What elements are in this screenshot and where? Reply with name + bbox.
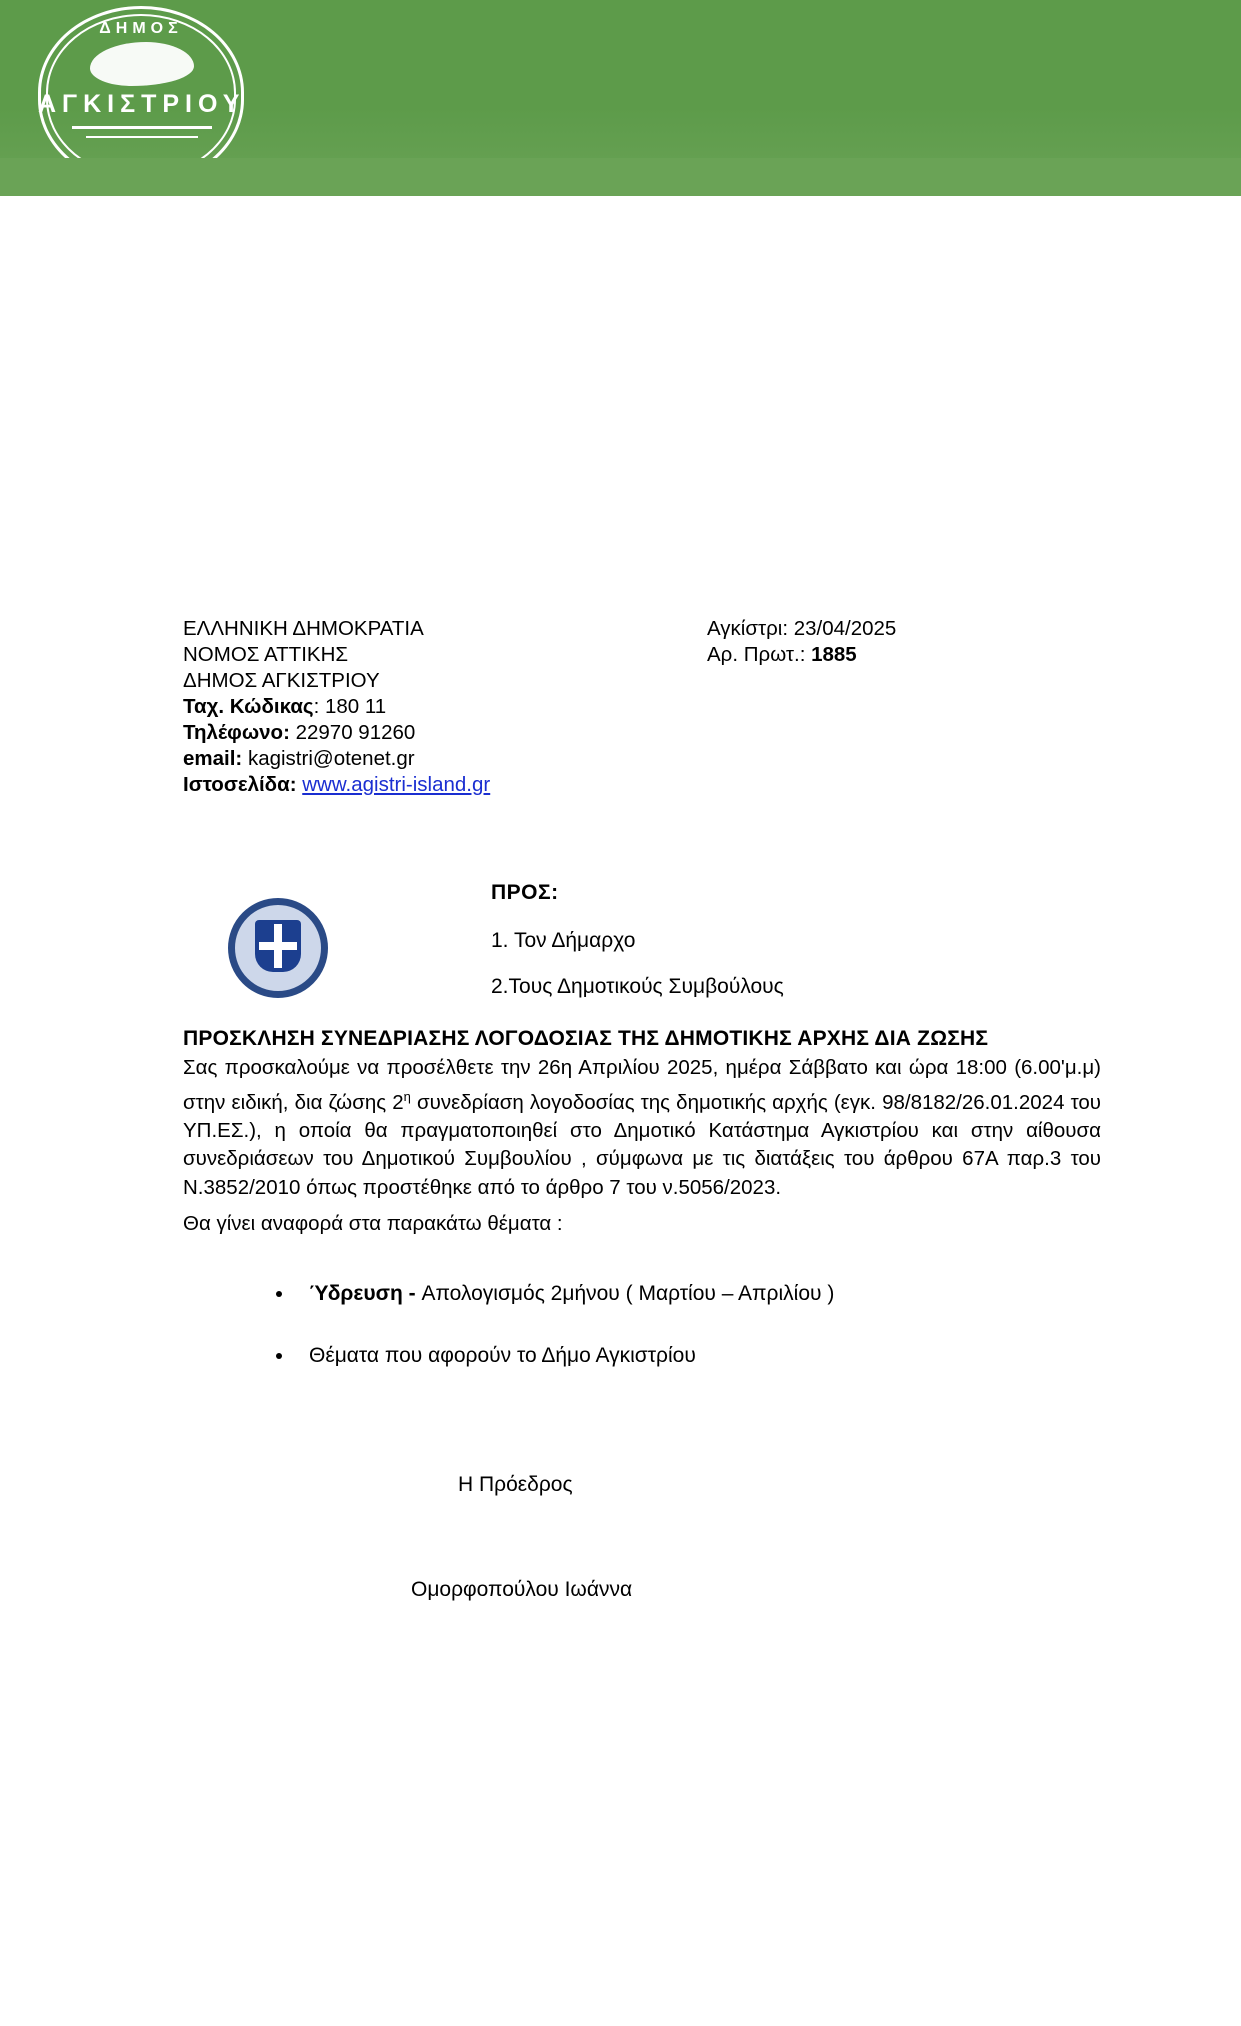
letterhead-municipality: ΔΗΜΟΣ ΑΓΚΙΣΤΡΙΟΥ — [183, 669, 380, 692]
letterhead-country: ΕΛΛΗΝΙΚΗ ΔΗΜΟΚΡΑΤΙΑ — [183, 617, 424, 640]
theme-1-bold: Ύδρευση - — [309, 1282, 422, 1306]
letterhead-left — [183, 616, 643, 798]
body-text-part1: Σας προσκαλούμε να προσέλθετε την 26η Απριλίου 2025, ημέρα Σάββατο και ώρα 18:00 (6.00'μ.μ) στην ειδική, δια ζώσης 2 — [183, 1056, 1101, 1114]
protocol-label: Αρ. Πρωτ.: — [707, 643, 812, 666]
recipients-title: ΠΡΟΣ: — [491, 881, 559, 904]
document-content — [0, 616, 1241, 1602]
email-value: kagistri@otenet.gr — [242, 747, 415, 770]
logo-top-text: ΔΗΜΟΣ — [99, 20, 183, 37]
logo-bottom-text: ΑΓΚΙΣΤΡΙΟΥ — [38, 90, 246, 118]
letterhead-email — [183, 746, 643, 772]
letterhead-prefecture: ΝΟΜΟΣ ΑΤΤΙΚΗΣ — [183, 643, 349, 666]
logo-underline-1 — [72, 126, 212, 129]
place-and-date: Αγκίστρι: 23/04/2025 — [707, 617, 897, 640]
logo-underline-2 — [86, 136, 198, 138]
theme-1-rest: Απολογισμός 2μήνου ( Μαρτίου – Απριλίου ) — [421, 1282, 835, 1306]
phone-value: 22970 91260 — [289, 721, 416, 744]
website-link[interactable]: www.agistri-island.gr — [302, 773, 491, 796]
list-item — [295, 1280, 1101, 1308]
signature-name: Ομορφοπούλου Ιωάννα — [411, 1578, 633, 1602]
recipients-block — [183, 876, 1101, 1004]
recipient-item-1: 1. Τον Δήμαρχο — [491, 929, 636, 952]
postal-value: : 180 11 — [313, 695, 387, 718]
header-banner — [0, 0, 1241, 196]
themes-list — [183, 1280, 1101, 1370]
postal-label: Ταχ. Κώδικας — [183, 695, 314, 718]
email-label: email: — [183, 747, 243, 770]
letterhead-postal-code — [183, 694, 643, 720]
banner-wave — [0, 158, 1241, 196]
letterhead-right — [707, 616, 896, 798]
body-superscript: η — [403, 1088, 411, 1104]
document-body-paragraph — [183, 1054, 1101, 1202]
document-body-intro-themes: Θα γίνει αναφορά στα παρακάτω θέματα : — [183, 1212, 563, 1236]
document-title-line2: ΖΩΣΗΣ — [917, 1027, 989, 1050]
protocol-value: 1885 — [811, 643, 857, 666]
list-item — [295, 1342, 1101, 1370]
letterhead — [183, 616, 1101, 798]
signature-title: Η Πρόεδρος — [458, 1473, 573, 1497]
theme-2-rest: Θέματα που αφορούν το Δήμο Αγκιστρίου — [309, 1344, 696, 1368]
document-title-line1: ΠΡΟΣΚΛΗΣΗ ΣΥΝΕΔΡΙΑΣΗΣ ΛΟΓΟΔΟΣΙΑΣ ΤΗΣ ΔΗΜΟΤΙΚΗΣ ΑΡΧΗΣ ΔΙΑ — [183, 1027, 912, 1050]
letterhead-website — [183, 772, 643, 798]
body-text-part2: συνεδρίαση λογοδοσίας της δημοτικής αρχής (εγκ. 98/8182/26.01.2024 του ΥΠ.ΕΣ.), η οποία θα πραγματοποιηθεί στο Δημοτικό Κατάστημα Αγκιστρίου και στην αίθουσα συνεδριάσεων του Δημοτικού Συμβουλίου , σύμφωνα με τις διατάξεις του άρθρου 67Α παρ.3 του Ν.3852/2010 όπως προστέθηκε από το άρθρο 7 του ν.5056/2023. — [183, 1090, 1101, 1199]
letterhead-phone — [183, 720, 643, 746]
document-page — [0, 616, 1241, 1662]
document-title — [183, 1026, 1101, 1052]
recipient-item-2: 2.Τους Δημοτικούς Συμβούλους — [491, 975, 784, 998]
phone-label: Τηλέφωνο: — [183, 721, 290, 744]
protocol-number — [707, 642, 896, 668]
website-label: Ιστοσελίδα: — [183, 773, 297, 796]
